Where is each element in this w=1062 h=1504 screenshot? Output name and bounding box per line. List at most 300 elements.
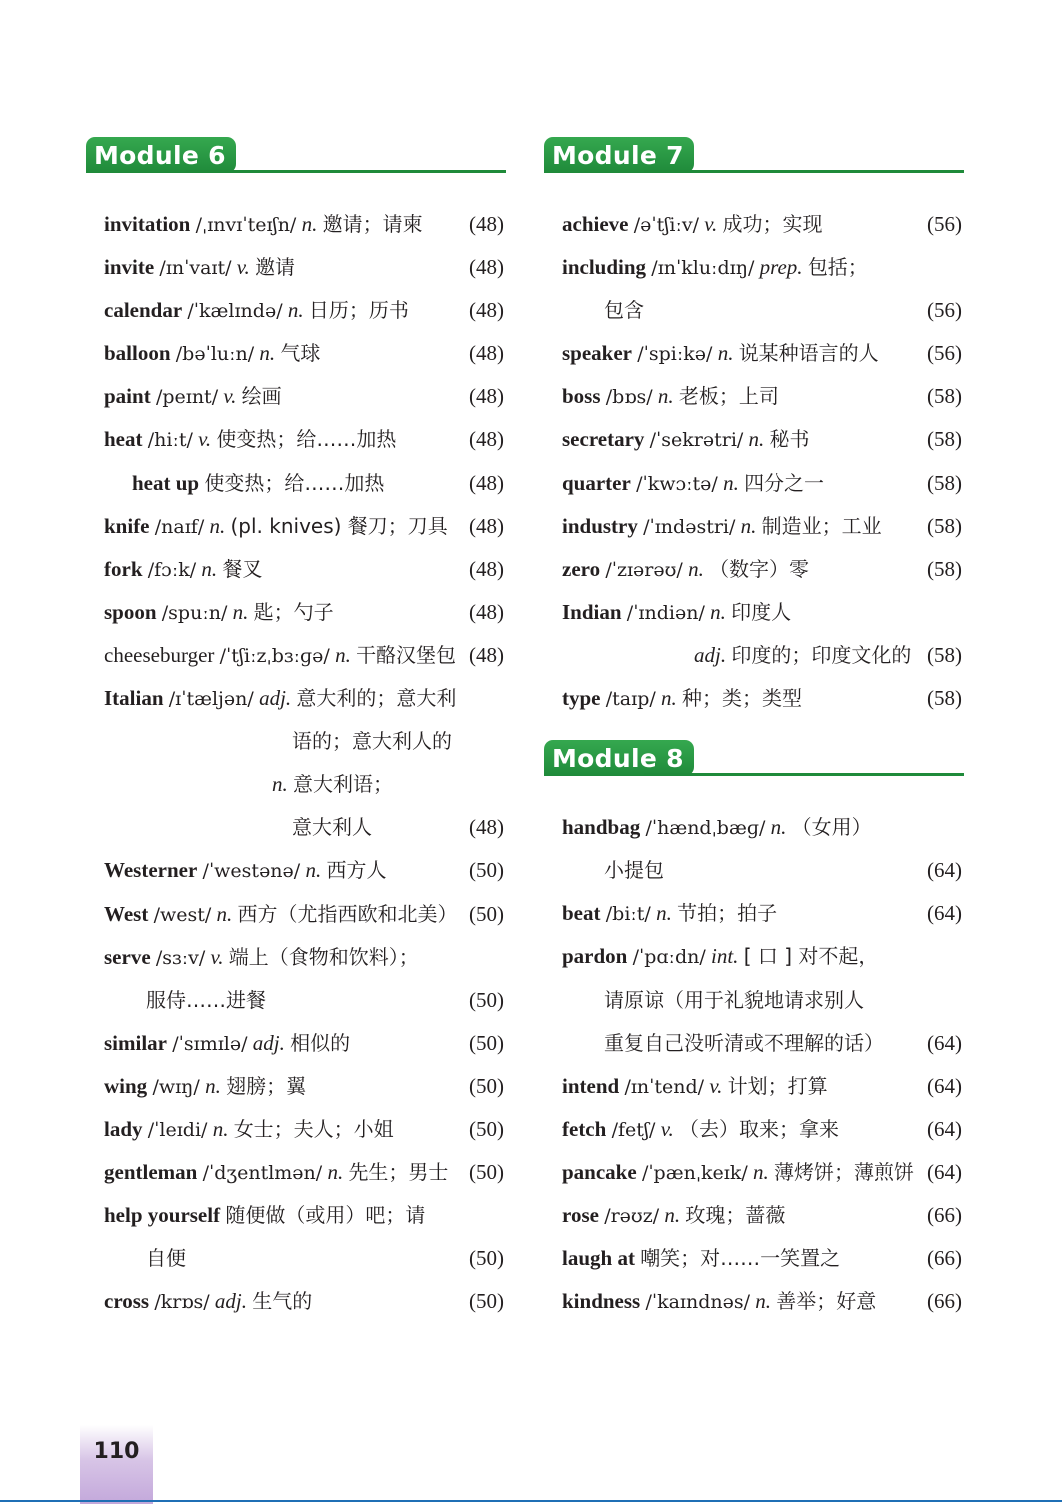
- headword: Westerner: [104, 858, 198, 883]
- definition: 服侍……进餐: [146, 987, 266, 1012]
- entry-text: [562, 513, 882, 540]
- entry-text: [292, 728, 452, 754]
- phonetic: /wɪŋ/: [152, 1075, 200, 1098]
- part-of-speech: n.: [740, 513, 757, 538]
- definition: 包含: [604, 298, 644, 323]
- entry-text: [562, 900, 777, 927]
- definition: 随便做（或用）吧；请: [225, 1203, 426, 1228]
- part-of-speech: n.: [301, 212, 318, 236]
- headword: pardon: [562, 944, 628, 969]
- module-6-heading: [86, 135, 506, 173]
- headword: wing: [104, 1073, 148, 1098]
- entry-text: [104, 599, 334, 626]
- vocabulary-entry: [86, 591, 506, 634]
- phonetic: /hiːt/: [147, 429, 193, 452]
- definition: 使变热；给……加热: [204, 470, 385, 495]
- headword: lady: [104, 1116, 143, 1141]
- phonetic: /ˈspiːkə/: [637, 343, 713, 366]
- headword: zero: [562, 556, 601, 581]
- vocabulary-entry: [544, 418, 964, 461]
- headword: fetch: [562, 1116, 607, 1141]
- headword: serve: [104, 944, 151, 969]
- definition: 成功；实现: [722, 212, 823, 236]
- headword: boss: [562, 384, 601, 409]
- vocabulary-entry: [86, 375, 506, 418]
- headword: fork: [104, 556, 143, 581]
- entry-text: [104, 857, 386, 884]
- vocabulary-entry: [544, 806, 964, 849]
- page-reference: (48): [469, 384, 504, 409]
- entry-text: [562, 1159, 914, 1186]
- phonetic: /ˈhændˌbæɡ/: [645, 817, 766, 840]
- definition: 绘画: [241, 384, 282, 409]
- phonetic: /ˈɪndəstri/: [643, 515, 736, 538]
- part-of-speech: n.: [259, 341, 276, 366]
- part-of-speech: n.: [723, 470, 739, 495]
- part-of-speech: n.: [212, 1116, 229, 1141]
- page-reference: (48): [469, 212, 504, 236]
- vocabulary-entry: [86, 548, 506, 591]
- entry-text: [104, 1288, 312, 1315]
- definition: 干酪汉堡包: [356, 642, 457, 667]
- phonetic: /rəʊz/: [604, 1204, 660, 1227]
- vocabulary-entry: [544, 935, 964, 978]
- entry-text: [104, 340, 320, 367]
- entry-text: [562, 1202, 785, 1229]
- phonetic: /ˈwestənə/: [202, 860, 301, 883]
- entry-text: [562, 254, 868, 281]
- phonetic: /ˈpɑːdn/: [632, 946, 706, 969]
- entry-text: [104, 1116, 394, 1143]
- entry-text: [562, 556, 809, 583]
- part-of-speech: n.: [216, 901, 233, 926]
- part-of-speech: n.: [272, 772, 288, 797]
- phonetic: /əˈtʃiːv/: [633, 214, 700, 236]
- part-of-speech: n.: [205, 1073, 221, 1098]
- headword: intend: [562, 1073, 620, 1098]
- page-reference: (48): [469, 513, 504, 538]
- headword: handbag: [562, 815, 641, 840]
- phonetic: /ˈsekrətri/: [649, 429, 744, 452]
- module-title: Module 7: [544, 137, 694, 173]
- headword: laugh at: [562, 1246, 635, 1271]
- page-reference: (50): [469, 1116, 504, 1141]
- phonetic: /sɜːv/: [155, 946, 206, 969]
- vocabulary-entry: [544, 979, 964, 1022]
- vocabulary-entry: [544, 289, 964, 332]
- page-reference: (48): [469, 427, 504, 452]
- vocabulary-entry: [86, 246, 506, 289]
- definition: （女用）: [791, 815, 872, 840]
- entry-text: [562, 211, 823, 238]
- definition: 女士；夫人；小姐: [233, 1116, 394, 1141]
- vocabulary-entry: [544, 634, 964, 677]
- phonetic: /krɒs/: [154, 1291, 210, 1314]
- headword: type: [562, 686, 601, 711]
- entry-text: [562, 470, 824, 497]
- headword: speaker: [562, 341, 632, 366]
- part-of-speech: v.: [223, 384, 237, 409]
- headword: rose: [562, 1202, 599, 1227]
- headword: invite: [104, 255, 155, 280]
- phonetic: /ɪnˈkluːdɪŋ/: [651, 257, 755, 280]
- vocabulary-entry: [544, 849, 964, 892]
- page-reference: (50): [469, 987, 504, 1012]
- vocabulary-entry: [86, 1280, 506, 1323]
- phonetic: /bəˈluːn/: [175, 343, 255, 366]
- part-of-speech: n.: [232, 599, 249, 624]
- vocabulary-entry: [86, 1237, 506, 1280]
- phonetic: /fɔːk/: [147, 558, 197, 581]
- definition: 邀请: [255, 255, 296, 280]
- definition: 意大利的；意大利: [296, 686, 457, 711]
- page-reference: (56): [927, 298, 962, 323]
- headword: quarter: [562, 470, 631, 495]
- headword: gentleman: [104, 1160, 198, 1185]
- page-reference: (64): [927, 1030, 962, 1055]
- entry-text: [562, 1288, 876, 1315]
- module-7-heading: [544, 135, 964, 173]
- entry-text: [562, 943, 878, 970]
- definition: 自便: [146, 1246, 186, 1271]
- headword: kindness: [562, 1289, 641, 1314]
- headword: beat: [562, 901, 601, 926]
- definition: 印度人: [731, 599, 792, 624]
- module-8-heading: [544, 738, 964, 776]
- part-of-speech: int.: [711, 944, 739, 969]
- definition: (pl. knives) 餐刀；刀具: [230, 513, 448, 538]
- vocabulary-entry: [544, 1108, 964, 1151]
- vocabulary-entry: [544, 591, 964, 634]
- phonetic: /west/: [153, 903, 212, 926]
- entry-text: [104, 426, 396, 453]
- definition: 玫瑰；蔷薇: [685, 1202, 786, 1227]
- entry-text: [562, 426, 810, 453]
- page-reference: (58): [927, 427, 962, 452]
- definition: 善举；好意: [776, 1289, 877, 1314]
- vocabulary-entry: [86, 936, 506, 979]
- page-reference: (66): [927, 1246, 962, 1271]
- vocabulary-entry: [544, 1151, 964, 1194]
- page-reference: (48): [469, 298, 504, 323]
- vocabulary-entry: [544, 375, 964, 418]
- entry-text: [146, 987, 266, 1013]
- definition: 语的；意大利人的: [292, 729, 452, 754]
- part-of-speech: n.: [717, 341, 734, 366]
- page-reference: (48): [469, 815, 504, 840]
- vocabulary-entry: [544, 462, 964, 505]
- part-of-speech: v.: [198, 427, 212, 452]
- vocabulary-entry: [544, 548, 964, 591]
- module-6-column: [86, 135, 506, 1323]
- definition: 使变热；给……加热: [216, 427, 397, 452]
- part-of-speech: adj.: [694, 642, 727, 667]
- vocabulary-list: [86, 203, 506, 1323]
- vocabulary-entry: [86, 806, 506, 849]
- module-7-8-column: [544, 135, 964, 1323]
- page-reference: (58): [927, 556, 962, 581]
- part-of-speech: n.: [661, 686, 677, 711]
- part-of-speech: prep.: [759, 255, 803, 280]
- headword: cheeseburger: [104, 642, 215, 667]
- entry-text: [104, 1073, 306, 1100]
- headword: including: [562, 255, 647, 280]
- phonetic: /ˈsɪmɪlə/: [172, 1032, 248, 1055]
- page-reference: (50): [469, 1160, 504, 1185]
- entry-text: [604, 987, 864, 1013]
- vocabulary-entry: [544, 1065, 964, 1108]
- phonetic: /biːt/: [605, 903, 651, 926]
- page-number-tab: [80, 1425, 153, 1504]
- headword: balloon: [104, 341, 171, 366]
- vocabulary-entry: [86, 849, 506, 892]
- headword: Italian: [104, 686, 164, 711]
- entry-text: [604, 857, 664, 883]
- entry-text: [272, 771, 393, 797]
- entry-text: [562, 1116, 839, 1143]
- vocabulary-list: [544, 203, 964, 720]
- part-of-speech: n.: [753, 1159, 769, 1184]
- entry-text: [562, 1245, 840, 1271]
- vocabulary-entry: [86, 1194, 506, 1237]
- phonetic: /fetʃ/: [611, 1118, 656, 1141]
- page-reference: (58): [927, 470, 962, 495]
- page-reference: (58): [927, 513, 962, 538]
- vocabulary-entry: [86, 1022, 506, 1065]
- part-of-speech: n.: [770, 815, 787, 840]
- headword: heat up: [132, 470, 200, 495]
- phonetic: /ɪˈtæljən/: [168, 688, 254, 711]
- vocabulary-entry: [86, 418, 506, 461]
- definition: 餐叉: [222, 556, 263, 581]
- vocabulary-entry: [544, 1237, 964, 1280]
- phonetic: /ˌɪnvɪˈteɪʃn/: [195, 214, 297, 236]
- headword: paint: [104, 384, 151, 409]
- headword: help yourself: [104, 1203, 221, 1228]
- definition: 相似的: [290, 1030, 351, 1055]
- page-reference: (64): [927, 1073, 962, 1098]
- headword: Indian: [562, 599, 622, 624]
- part-of-speech: n.: [664, 1202, 681, 1227]
- page-reference: (66): [927, 1289, 962, 1314]
- phonetic: /ɪnˈtend/: [624, 1075, 705, 1098]
- headword: spoon: [104, 599, 157, 624]
- part-of-speech: n.: [335, 642, 351, 667]
- part-of-speech: n.: [755, 1289, 772, 1314]
- headword: cross: [104, 1289, 150, 1314]
- page-reference: (50): [469, 901, 504, 926]
- definition: （去）取来；拿来: [678, 1116, 839, 1141]
- entry-text: [562, 599, 791, 626]
- phonetic: /ˈkælɪndə/: [187, 300, 283, 323]
- entry-text: [104, 901, 458, 928]
- definition: [ 口 ] 对不起，: [743, 944, 879, 969]
- phonetic: /ˈtʃiːzˌbɜːɡə/: [219, 644, 330, 667]
- entry-text: [104, 1030, 350, 1057]
- entry-text: [104, 1159, 448, 1186]
- entry-text: [104, 642, 456, 669]
- page-reference: (58): [927, 686, 962, 711]
- part-of-speech: n.: [209, 513, 226, 538]
- page-reference: (64): [927, 1159, 962, 1184]
- vocabulary-entry: [86, 677, 506, 720]
- page-reference: (58): [927, 384, 962, 409]
- page-reference: (56): [927, 212, 962, 236]
- definition: 老板；上司: [678, 384, 779, 409]
- phonetic: /ˈkwɔːtə/: [636, 472, 718, 495]
- phonetic: /ˈzɪərəʊ/: [605, 558, 683, 581]
- definition: 制造业；工业: [761, 513, 882, 538]
- entry-text: [104, 254, 295, 281]
- vocabulary-entry: [86, 1151, 506, 1194]
- entry-text: [604, 1030, 884, 1056]
- definition: 秘书: [769, 427, 810, 452]
- page-reference: (48): [469, 470, 504, 495]
- entry-text: [104, 297, 409, 324]
- definition: 意大利语；: [293, 772, 393, 797]
- definition: 印度的；印度文化的: [731, 642, 912, 667]
- page-reference: (64): [927, 901, 962, 926]
- entry-text: [604, 297, 644, 323]
- definition: 匙；勺子: [253, 599, 334, 624]
- headword: knife: [104, 513, 150, 538]
- vocabulary-entry: [86, 332, 506, 375]
- headword: West: [104, 901, 149, 926]
- phonetic: /ˈleɪdi/: [147, 1118, 208, 1141]
- vocabulary-list: [544, 806, 964, 1323]
- definition: 包括；: [807, 255, 868, 280]
- part-of-speech: n.: [688, 556, 704, 581]
- part-of-speech: adj.: [259, 686, 292, 711]
- phonetic: /ˈkaɪndnəs/: [645, 1291, 751, 1314]
- page-number: 110: [93, 1439, 140, 1464]
- entry-text: [104, 556, 262, 583]
- definition: 西方（尤指西欧和北美）: [237, 901, 458, 926]
- page-reference: (50): [469, 1289, 504, 1314]
- definition: 种；类；类型: [682, 686, 803, 711]
- definition: 邀请；请柬: [322, 212, 423, 236]
- entry-text: [104, 944, 419, 971]
- page-reference: (48): [469, 255, 504, 280]
- page-reference: (58): [927, 642, 962, 667]
- page-reference: (50): [469, 1073, 504, 1098]
- entry-text: [292, 814, 372, 840]
- page-reference: (48): [469, 341, 504, 366]
- headword: heat: [104, 427, 143, 452]
- phonetic: /taɪp/: [605, 688, 656, 711]
- vocabulary-entry: [86, 720, 506, 763]
- headword: similar: [104, 1030, 167, 1055]
- definition: 节拍；拍子: [677, 901, 778, 926]
- part-of-speech: v.: [709, 1073, 723, 1098]
- phonetic: /naɪf/: [154, 515, 205, 538]
- definition: 四分之一: [744, 470, 825, 495]
- vocabulary-entry: [544, 505, 964, 548]
- page-reference: (50): [469, 858, 504, 883]
- page-reference: (48): [469, 599, 504, 624]
- vocabulary-entry: [544, 677, 964, 720]
- vocabulary-entry: [544, 246, 964, 289]
- vocabulary-entry: [86, 462, 506, 505]
- page-reference: (48): [469, 642, 504, 667]
- part-of-speech: n.: [656, 901, 672, 926]
- vocabulary-entry: [544, 203, 964, 246]
- vocabulary-entry: [544, 892, 964, 935]
- heading-rule: [644, 170, 964, 173]
- entry-text: [104, 513, 448, 540]
- vocabulary-entry: [544, 332, 964, 375]
- vocabulary-entry: [544, 1280, 964, 1323]
- vocabulary-entry: [86, 979, 506, 1022]
- vocabulary-entry: [86, 893, 506, 936]
- page-reference: (50): [469, 1030, 504, 1055]
- definition: 小提包: [604, 858, 664, 883]
- headword: secretary: [562, 427, 645, 452]
- module-title: Module 8: [544, 740, 694, 776]
- entry-text: [562, 685, 802, 712]
- part-of-speech: v.: [236, 255, 250, 280]
- entry-text: [104, 383, 282, 410]
- definition: （数字）零: [709, 556, 810, 581]
- page-reference: (64): [927, 858, 962, 883]
- entry-text: [562, 1073, 828, 1100]
- heading-rule: [644, 773, 964, 776]
- vocabulary-entry: [86, 505, 506, 548]
- part-of-speech: v.: [210, 944, 224, 969]
- part-of-speech: n.: [748, 427, 765, 452]
- part-of-speech: v.: [660, 1116, 674, 1141]
- vocabulary-entry: [86, 1108, 506, 1151]
- entry-text: [562, 340, 879, 367]
- entry-text: [104, 685, 456, 712]
- vocabulary-entry: [86, 1065, 506, 1108]
- definition: 重复自己没听清或不理解的话）: [604, 1030, 884, 1055]
- vocabulary-entry: [86, 634, 506, 677]
- definition: 计划；打算: [727, 1073, 828, 1098]
- part-of-speech: n.: [201, 556, 218, 581]
- part-of-speech: n.: [710, 599, 726, 624]
- vocabulary-entry: [86, 203, 506, 246]
- vocabulary-entry: [86, 289, 506, 332]
- part-of-speech: adj.: [252, 1030, 285, 1055]
- phonetic: /ˈɪndiən/: [626, 601, 705, 624]
- page-reference: (56): [927, 341, 962, 366]
- page-reference: (48): [469, 556, 504, 581]
- part-of-speech: adj.: [214, 1289, 248, 1314]
- definition: 日历；历书: [308, 298, 409, 323]
- headword: industry: [562, 513, 638, 538]
- phonetic: /ˈpænˌkeɪk/: [641, 1161, 748, 1184]
- vocabulary-entry: [544, 1022, 964, 1065]
- headword: achieve: [562, 212, 629, 236]
- definition: 先生；男士: [348, 1160, 449, 1185]
- phonetic: /ˈdʒentlmən/: [202, 1162, 323, 1185]
- vocabulary-entry: [86, 763, 506, 806]
- phonetic: /bɒs/: [605, 386, 653, 409]
- definition: 意大利人: [292, 815, 372, 840]
- definition: 请原谅（用于礼貌地请求别人: [604, 987, 864, 1012]
- definition: 翅膀；翼: [226, 1073, 307, 1098]
- page-reference: (66): [927, 1202, 962, 1227]
- definition: 端上（食物和饮料）；: [228, 944, 419, 969]
- part-of-speech: v.: [704, 212, 718, 236]
- entry-text: [694, 642, 911, 668]
- phonetic: /ɪnˈvaɪt/: [159, 257, 232, 280]
- part-of-speech: n.: [657, 384, 674, 409]
- page-reference: (50): [469, 1246, 504, 1271]
- entry-text: [132, 470, 384, 496]
- definition: 生气的: [252, 1289, 313, 1314]
